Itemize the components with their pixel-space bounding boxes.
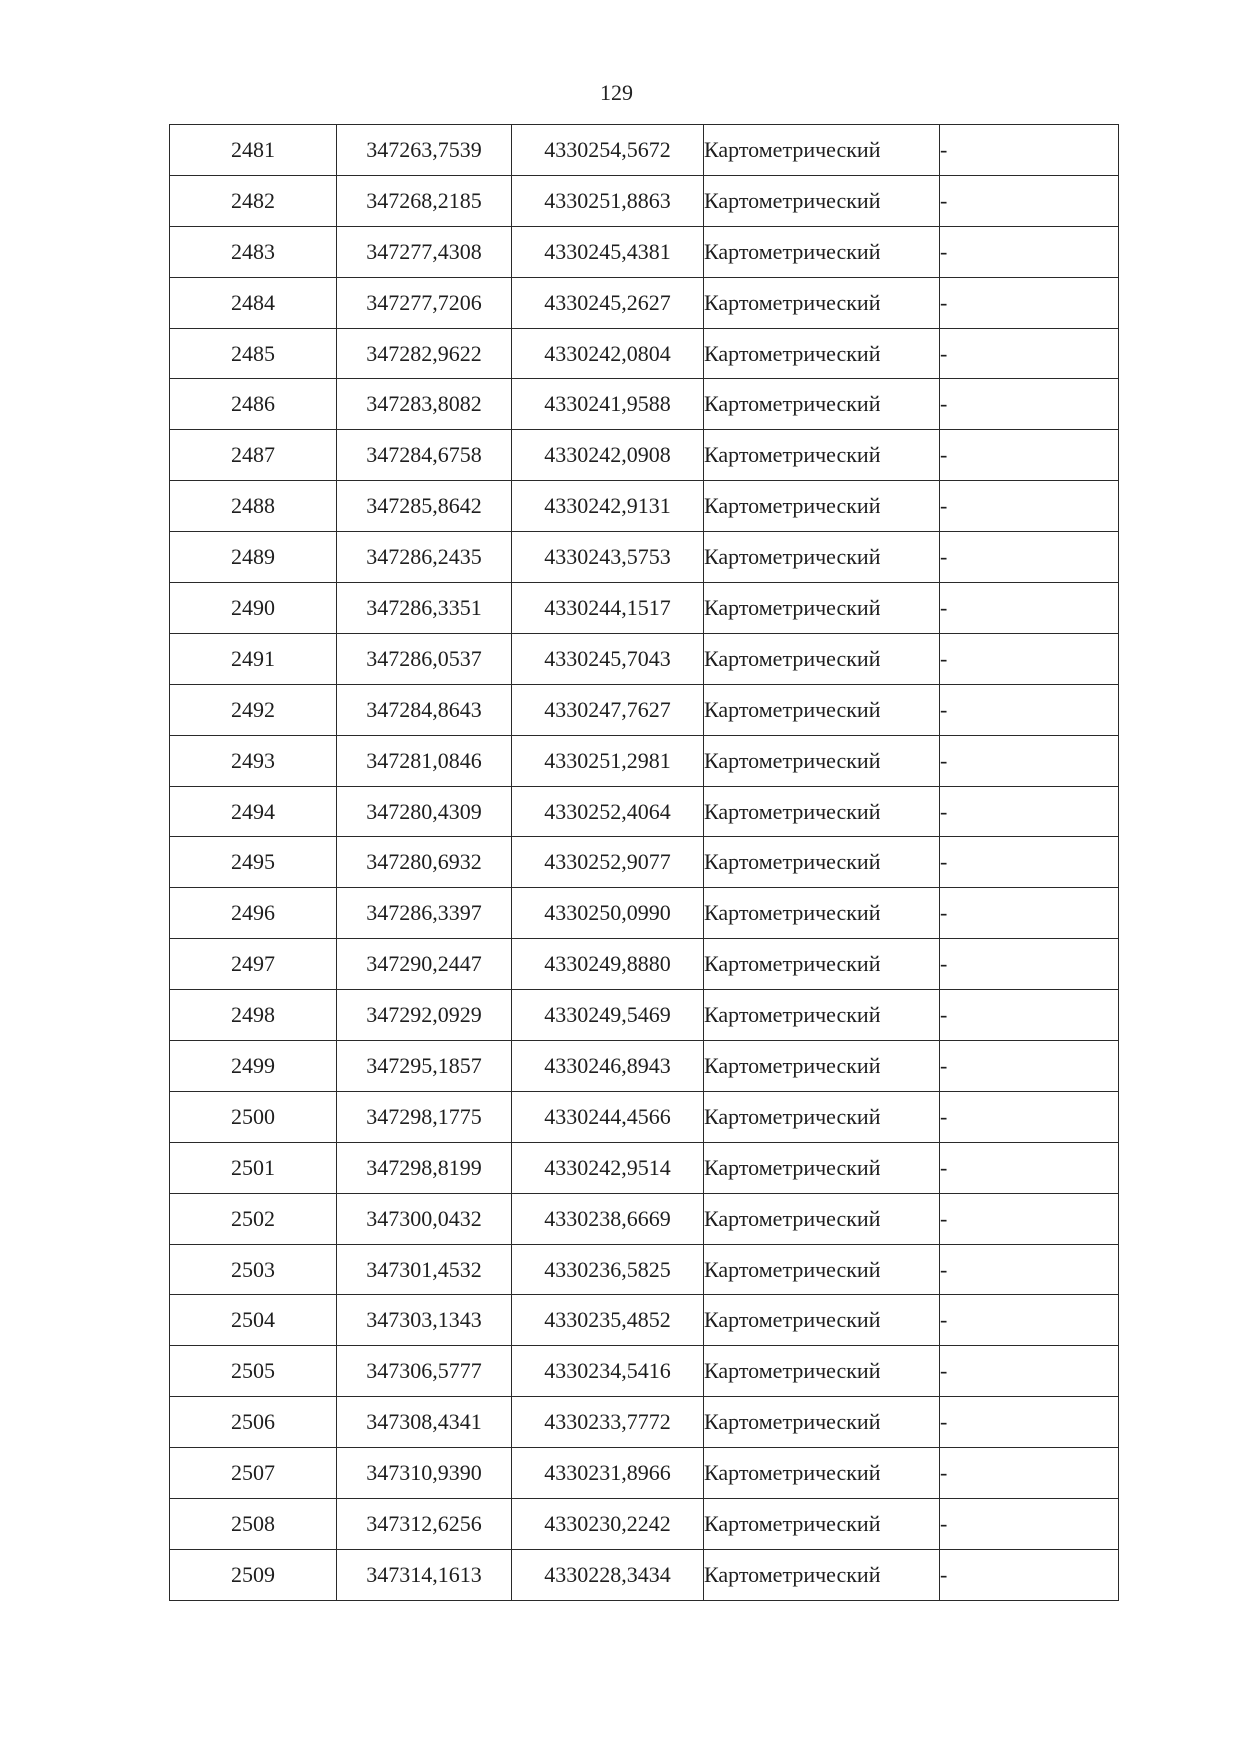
- method-cell: Картометрический: [704, 1499, 940, 1550]
- x-coordinate-cell: 347286,0537: [337, 633, 512, 684]
- method-cell: Картометрический: [704, 1346, 940, 1397]
- point-number-cell: 2506: [170, 1397, 337, 1448]
- note-cell: -: [940, 786, 1119, 837]
- x-coordinate-cell: 347306,5777: [337, 1346, 512, 1397]
- method-cell: Картометрический: [704, 277, 940, 328]
- point-number-cell: 2503: [170, 1244, 337, 1295]
- y-coordinate-cell: 4330251,2981: [512, 735, 704, 786]
- point-number-cell: 2509: [170, 1549, 337, 1600]
- method-cell: Картометрический: [704, 1193, 940, 1244]
- table-row: [170, 1397, 1119, 1448]
- table-row: [170, 939, 1119, 990]
- point-number-cell: 2502: [170, 1193, 337, 1244]
- method-cell: Картометрический: [704, 735, 940, 786]
- note-cell: -: [940, 990, 1119, 1041]
- coordinates-table-body: [170, 125, 1119, 1601]
- table-row: [170, 532, 1119, 583]
- x-coordinate-cell: 347284,8643: [337, 684, 512, 735]
- note-cell: -: [940, 379, 1119, 430]
- note-cell: -: [940, 939, 1119, 990]
- point-number-cell: 2495: [170, 837, 337, 888]
- x-coordinate-cell: 347314,1613: [337, 1549, 512, 1600]
- method-cell: Картометрический: [704, 328, 940, 379]
- y-coordinate-cell: 4330242,9131: [512, 481, 704, 532]
- note-cell: -: [940, 684, 1119, 735]
- method-cell: Картометрический: [704, 939, 940, 990]
- note-cell: -: [940, 583, 1119, 634]
- table-row: [170, 379, 1119, 430]
- note-cell: -: [940, 1295, 1119, 1346]
- table-row: [170, 1448, 1119, 1499]
- x-coordinate-cell: 347281,0846: [337, 735, 512, 786]
- table-row: [170, 328, 1119, 379]
- table-row: [170, 1041, 1119, 1092]
- point-number-cell: 2507: [170, 1448, 337, 1499]
- y-coordinate-cell: 4330245,2627: [512, 277, 704, 328]
- note-cell: -: [940, 633, 1119, 684]
- point-number-cell: 2481: [170, 125, 337, 176]
- y-coordinate-cell: 4330231,8966: [512, 1448, 704, 1499]
- y-coordinate-cell: 4330247,7627: [512, 684, 704, 735]
- note-cell: -: [940, 1346, 1119, 1397]
- x-coordinate-cell: 347277,7206: [337, 277, 512, 328]
- table-row: [170, 1091, 1119, 1142]
- note-cell: -: [940, 481, 1119, 532]
- x-coordinate-cell: 347286,3351: [337, 583, 512, 634]
- x-coordinate-cell: 347263,7539: [337, 125, 512, 176]
- method-cell: Картометрический: [704, 786, 940, 837]
- y-coordinate-cell: 4330245,7043: [512, 633, 704, 684]
- y-coordinate-cell: 4330242,9514: [512, 1142, 704, 1193]
- table-row: [170, 1142, 1119, 1193]
- note-cell: -: [940, 532, 1119, 583]
- x-coordinate-cell: 347290,2447: [337, 939, 512, 990]
- y-coordinate-cell: 4330228,3434: [512, 1549, 704, 1600]
- method-cell: Картометрический: [704, 481, 940, 532]
- table-row: [170, 583, 1119, 634]
- table-row: [170, 990, 1119, 1041]
- page-number: 129: [600, 80, 633, 105]
- y-coordinate-cell: 4330245,4381: [512, 226, 704, 277]
- y-coordinate-cell: 4330236,5825: [512, 1244, 704, 1295]
- point-number-cell: 2498: [170, 990, 337, 1041]
- method-cell: Картометрический: [704, 379, 940, 430]
- y-coordinate-cell: 4330252,9077: [512, 837, 704, 888]
- y-coordinate-cell: 4330234,5416: [512, 1346, 704, 1397]
- table-row: [170, 735, 1119, 786]
- point-number-cell: 2492: [170, 684, 337, 735]
- x-coordinate-cell: 347301,4532: [337, 1244, 512, 1295]
- note-cell: -: [940, 226, 1119, 277]
- table-row: [170, 684, 1119, 735]
- method-cell: Картометрический: [704, 1041, 940, 1092]
- note-cell: -: [940, 328, 1119, 379]
- y-coordinate-cell: 4330244,1517: [512, 583, 704, 634]
- note-cell: -: [940, 1193, 1119, 1244]
- x-coordinate-cell: 347277,4308: [337, 226, 512, 277]
- point-number-cell: 2508: [170, 1499, 337, 1550]
- method-cell: Картометрический: [704, 1448, 940, 1499]
- note-cell: -: [940, 888, 1119, 939]
- method-cell: Картометрический: [704, 175, 940, 226]
- table-row: [170, 1193, 1119, 1244]
- x-coordinate-cell: 347283,8082: [337, 379, 512, 430]
- x-coordinate-cell: 347268,2185: [337, 175, 512, 226]
- table-row: [170, 1549, 1119, 1600]
- table-row: [170, 1346, 1119, 1397]
- note-cell: -: [940, 1499, 1119, 1550]
- point-number-cell: 2499: [170, 1041, 337, 1092]
- point-number-cell: 2496: [170, 888, 337, 939]
- note-cell: -: [940, 1397, 1119, 1448]
- x-coordinate-cell: 347295,1857: [337, 1041, 512, 1092]
- note-cell: -: [940, 1091, 1119, 1142]
- point-number-cell: 2500: [170, 1091, 337, 1142]
- method-cell: Картометрический: [704, 888, 940, 939]
- y-coordinate-cell: 4330235,4852: [512, 1295, 704, 1346]
- y-coordinate-cell: 4330249,5469: [512, 990, 704, 1041]
- x-coordinate-cell: 347285,8642: [337, 481, 512, 532]
- point-number-cell: 2491: [170, 633, 337, 684]
- note-cell: -: [940, 1142, 1119, 1193]
- table-row: [170, 786, 1119, 837]
- y-coordinate-cell: 4330251,8863: [512, 175, 704, 226]
- point-number-cell: 2501: [170, 1142, 337, 1193]
- x-coordinate-cell: 347300,0432: [337, 1193, 512, 1244]
- x-coordinate-cell: 347280,4309: [337, 786, 512, 837]
- table-row: [170, 175, 1119, 226]
- method-cell: Картометрический: [704, 990, 940, 1041]
- table-row: [170, 481, 1119, 532]
- table-row: [170, 1499, 1119, 1550]
- note-cell: -: [940, 277, 1119, 328]
- point-number-cell: 2493: [170, 735, 337, 786]
- table-row: [170, 1244, 1119, 1295]
- x-coordinate-cell: 347298,1775: [337, 1091, 512, 1142]
- method-cell: Картометрический: [704, 1142, 940, 1193]
- x-coordinate-cell: 347303,1343: [337, 1295, 512, 1346]
- x-coordinate-cell: 347284,6758: [337, 430, 512, 481]
- note-cell: -: [940, 1041, 1119, 1092]
- method-cell: Картометрический: [704, 1091, 940, 1142]
- table-row: [170, 226, 1119, 277]
- method-cell: Картометрический: [704, 684, 940, 735]
- method-cell: Картометрический: [704, 1244, 940, 1295]
- x-coordinate-cell: 347312,6256: [337, 1499, 512, 1550]
- table-row: [170, 633, 1119, 684]
- note-cell: -: [940, 125, 1119, 176]
- y-coordinate-cell: 4330252,4064: [512, 786, 704, 837]
- point-number-cell: 2485: [170, 328, 337, 379]
- note-cell: -: [940, 735, 1119, 786]
- table-row: [170, 430, 1119, 481]
- x-coordinate-cell: 347280,6932: [337, 837, 512, 888]
- x-coordinate-cell: 347308,4341: [337, 1397, 512, 1448]
- x-coordinate-cell: 347298,8199: [337, 1142, 512, 1193]
- note-cell: -: [940, 1448, 1119, 1499]
- x-coordinate-cell: 347286,3397: [337, 888, 512, 939]
- x-coordinate-cell: 347292,0929: [337, 990, 512, 1041]
- point-number-cell: 2487: [170, 430, 337, 481]
- y-coordinate-cell: 4330233,7772: [512, 1397, 704, 1448]
- method-cell: Картометрический: [704, 226, 940, 277]
- table-row: [170, 1295, 1119, 1346]
- note-cell: -: [940, 430, 1119, 481]
- method-cell: Картометрический: [704, 1549, 940, 1600]
- x-coordinate-cell: 347286,2435: [337, 532, 512, 583]
- y-coordinate-cell: 4330241,9588: [512, 379, 704, 430]
- method-cell: Картометрический: [704, 1397, 940, 1448]
- point-number-cell: 2483: [170, 226, 337, 277]
- point-number-cell: 2486: [170, 379, 337, 430]
- table-row: [170, 888, 1119, 939]
- point-number-cell: 2488: [170, 481, 337, 532]
- point-number-cell: 2505: [170, 1346, 337, 1397]
- y-coordinate-cell: 4330243,5753: [512, 532, 704, 583]
- y-coordinate-cell: 4330242,0908: [512, 430, 704, 481]
- point-number-cell: 2504: [170, 1295, 337, 1346]
- note-cell: -: [940, 175, 1119, 226]
- method-cell: Картометрический: [704, 1295, 940, 1346]
- x-coordinate-cell: 347282,9622: [337, 328, 512, 379]
- note-cell: -: [940, 1549, 1119, 1600]
- y-coordinate-cell: 4330249,8880: [512, 939, 704, 990]
- y-coordinate-cell: 4330230,2242: [512, 1499, 704, 1550]
- point-number-cell: 2482: [170, 175, 337, 226]
- y-coordinate-cell: 4330250,0990: [512, 888, 704, 939]
- method-cell: Картометрический: [704, 633, 940, 684]
- y-coordinate-cell: 4330254,5672: [512, 125, 704, 176]
- method-cell: Картометрический: [704, 532, 940, 583]
- note-cell: -: [940, 837, 1119, 888]
- note-cell: -: [940, 1244, 1119, 1295]
- table-row: [170, 277, 1119, 328]
- y-coordinate-cell: 4330238,6669: [512, 1193, 704, 1244]
- method-cell: Картометрический: [704, 583, 940, 634]
- y-coordinate-cell: 4330246,8943: [512, 1041, 704, 1092]
- method-cell: Картометрический: [704, 430, 940, 481]
- y-coordinate-cell: 4330244,4566: [512, 1091, 704, 1142]
- method-cell: Картометрический: [704, 125, 940, 176]
- point-number-cell: 2494: [170, 786, 337, 837]
- point-number-cell: 2497: [170, 939, 337, 990]
- point-number-cell: 2489: [170, 532, 337, 583]
- table-row: [170, 125, 1119, 176]
- x-coordinate-cell: 347310,9390: [337, 1448, 512, 1499]
- point-number-cell: 2490: [170, 583, 337, 634]
- table-row: [170, 837, 1119, 888]
- y-coordinate-cell: 4330242,0804: [512, 328, 704, 379]
- coordinates-table: [169, 124, 1119, 1601]
- point-number-cell: 2484: [170, 277, 337, 328]
- method-cell: Картометрический: [704, 837, 940, 888]
